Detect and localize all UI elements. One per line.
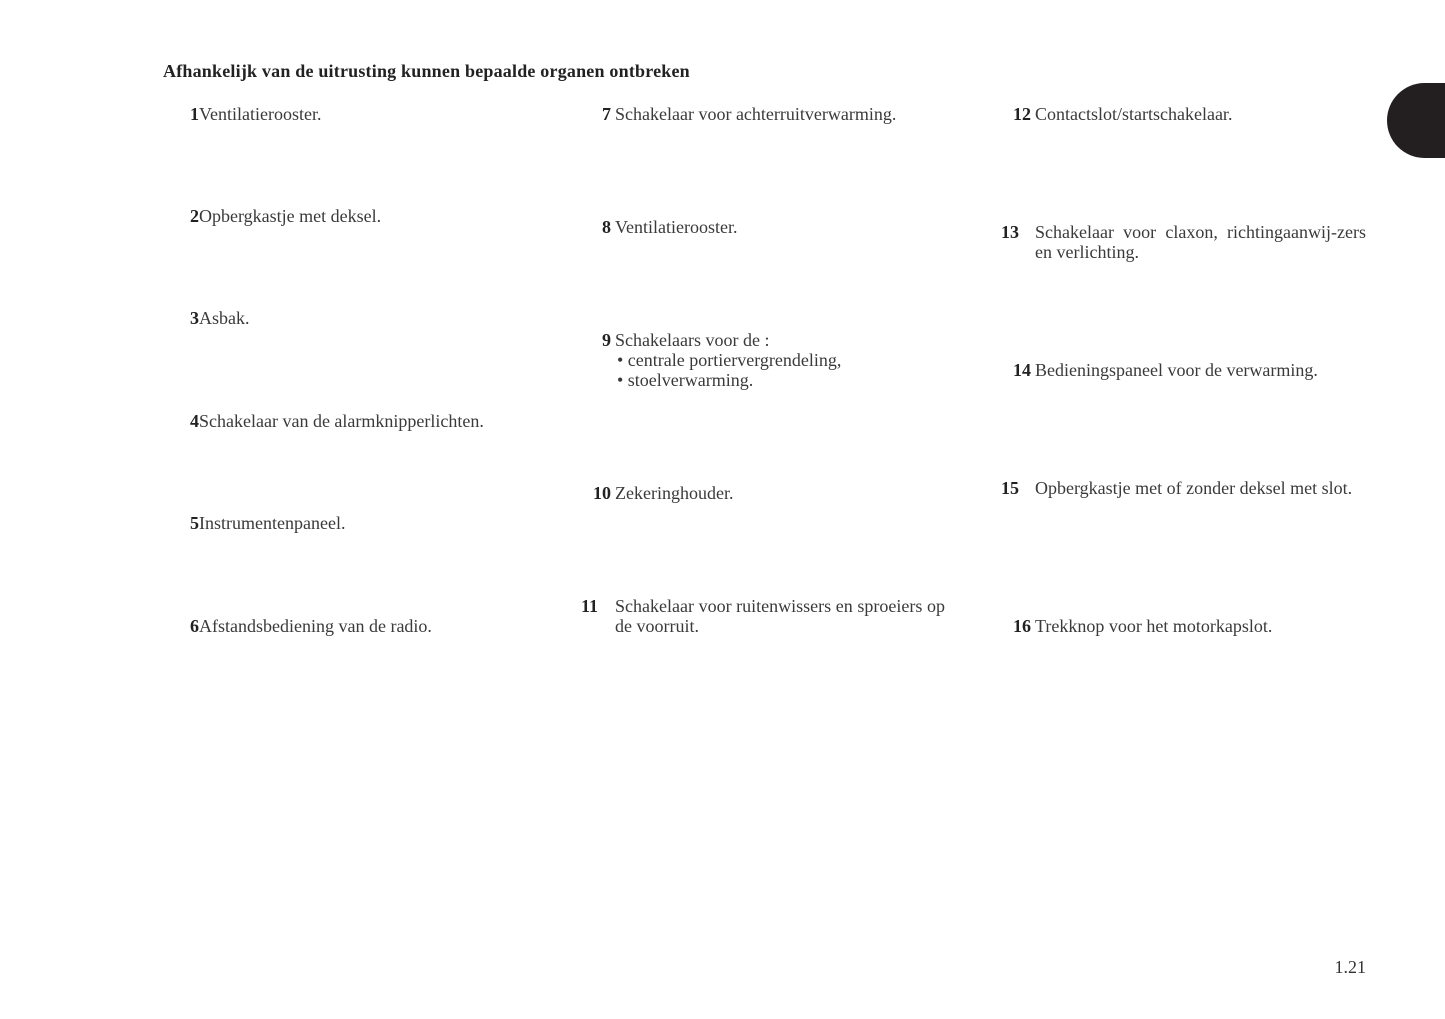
item-number: 7 — [602, 104, 611, 124]
item-number: 1 — [190, 104, 199, 124]
legend-item-9 — [602, 330, 842, 390]
item-text: Zekeringhouder. — [615, 483, 734, 503]
legend-item-13 — [1001, 222, 1366, 262]
legend-item-12 — [1013, 104, 1233, 124]
item-number: 6 — [190, 616, 199, 636]
bullet-item: • stoelverwarming. — [617, 370, 754, 390]
legend-item-2 — [190, 206, 382, 226]
item-text: Ventilatierooster. — [615, 217, 738, 237]
item-text: Trekknop voor het motorkapslot. — [1035, 616, 1273, 636]
item-text: Schakelaar voor claxon, richtingaanwij-zers en verlichting. — [1035, 222, 1366, 262]
item-text: Schakelaars voor de : — [615, 330, 770, 350]
item-text: Opbergkastje met deksel. — [199, 206, 382, 226]
item-text: Schakelaar van de alarmknipperlichten. — [199, 411, 484, 431]
item-number: 12 — [1013, 104, 1031, 124]
legend-item-1 — [190, 104, 322, 124]
item-text: Bedieningspaneel voor de verwarming. — [1035, 360, 1318, 380]
item-text: Contactslot/startschakelaar. — [1035, 104, 1233, 124]
item-number: 14 — [1013, 360, 1031, 380]
item-number: 15 — [1001, 478, 1019, 498]
legend-item-3 — [190, 308, 250, 328]
legend-item-4 — [190, 411, 484, 431]
page-number: 1.21 — [1334, 957, 1366, 977]
item-text: Ventilatierooster. — [199, 104, 322, 124]
page-heading: Afhankelijk van de uitrusting kunnen bepaalde organen ontbreken — [163, 61, 690, 81]
item-number: 9 — [602, 330, 611, 350]
item-text: Afstandsbediening van de radio. — [199, 616, 432, 636]
legend-item-14 — [1013, 360, 1318, 380]
item-number: 3 — [190, 308, 199, 328]
legend-item-7 — [602, 104, 897, 124]
item-number: 5 — [190, 513, 199, 533]
item-number: 8 — [602, 217, 611, 237]
legend-item-5 — [190, 513, 346, 533]
item-text: Instrumentenpaneel. — [199, 513, 346, 533]
item-text: Asbak. — [199, 308, 250, 328]
item-text: Opbergkastje met of zonder deksel met slot. — [1035, 478, 1353, 498]
legend-item-6 — [190, 616, 432, 636]
item-number: 2 — [190, 206, 199, 226]
item-number: 4 — [190, 411, 199, 431]
item-number: 10 — [593, 483, 611, 503]
legend-item-10 — [593, 483, 734, 503]
item-text: Schakelaar voor achterruitverwarming. — [615, 104, 897, 124]
item-number: 13 — [1001, 222, 1019, 242]
section-tab-marker — [1387, 83, 1445, 158]
legend-item-16 — [1013, 616, 1273, 636]
item-number: 16 — [1013, 616, 1031, 636]
item-number: 11 — [581, 596, 599, 616]
bullet-item: • centrale portiervergrendeling, — [617, 350, 842, 370]
legend-item-15 — [1001, 478, 1366, 498]
legend-item-11 — [581, 596, 945, 636]
item-text: Schakelaar voor ruitenwissers en sproeiers op de voorruit. — [615, 596, 945, 636]
legend-item-8 — [602, 217, 738, 237]
